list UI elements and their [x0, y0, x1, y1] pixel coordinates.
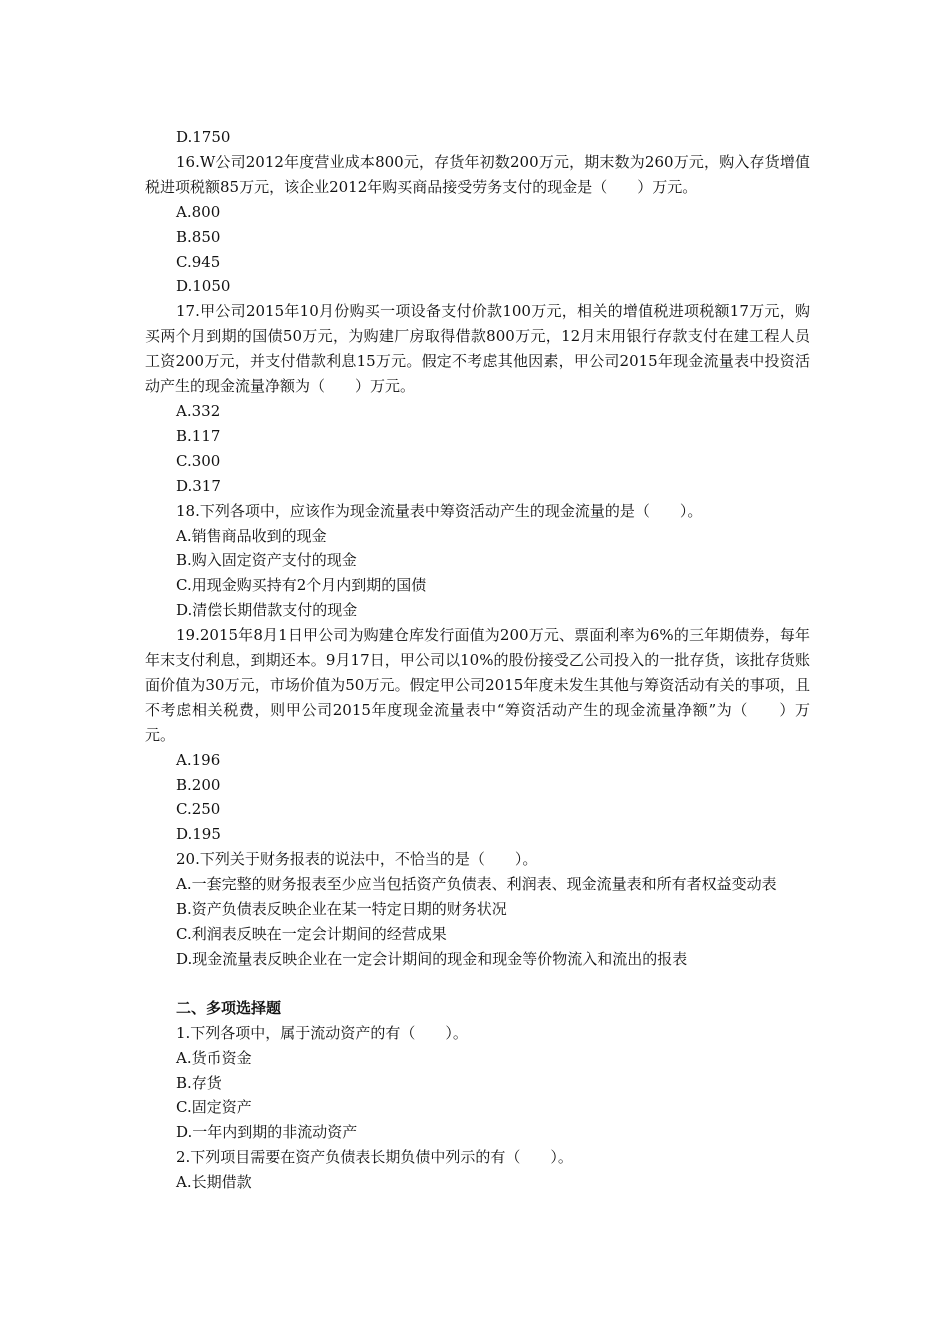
q17-option-d: D.317: [176, 476, 221, 495]
q18-option-d: D.清偿长期借款支付的现金: [176, 601, 358, 620]
s2-q1-option-b: B.存货: [176, 1073, 222, 1092]
q18-option-b: B.购入固定资产支付的现金: [176, 551, 357, 570]
q15-option-d: D.1750: [176, 128, 231, 146]
section-spacer: [145, 972, 810, 996]
q19-option-d: D.195: [176, 825, 221, 844]
q20-option-c: C.利润表反映在一定会计期间的经营成果: [176, 925, 447, 943]
s2-q2-option-a: A.长期借款: [176, 1173, 252, 1192]
q20-option-d: D.现金流量表反映企业在一定会计期间的现金和现金等价物流入和流出的报表: [176, 949, 688, 968]
q17-option-a: A.332: [176, 401, 221, 420]
document-page: [145, 125, 810, 1195]
q18-option-c: C.用现金购买持有2个月内到期的国债: [176, 576, 427, 595]
q19-stem: 19.2015年8月1日甲公司为购建仓库发行面值为200万元、票面利率为6%的三年期债券，每年年末支付利息，到期还本。9月17日，甲公司以10%的股份接受乙公司投入的一批存货，该批存货账面价值为30万元，市场价值为50万元。假定甲公司2015年度未发生其他与筹资活动有关的事项，且不考虑相关税费，则甲公司2015年度现金流量表中“筹资活动产生的现金流量净额”为（ ）万元。: [145, 626, 810, 744]
s2-q1-option-c: C.固定资产: [176, 1098, 252, 1117]
q16-option-d: D.1050: [176, 277, 231, 296]
s2-q1-option-d: D.一年内到期的非流动资产: [176, 1123, 358, 1142]
q16-option-b: B.850: [176, 227, 221, 246]
q18-stem: 18.下列各项中，应该作为现金流量表中筹资活动产生的现金流量的是（ ）。: [176, 501, 703, 520]
q17-option-c: C.300: [176, 451, 221, 470]
q16-option-a: A.800: [176, 202, 221, 221]
q18-option-a: A.销售商品收到的现金: [176, 526, 327, 545]
s2-q2-stem: 2.下列项目需要在资产负债表长期负债中列示的有（ ）。: [176, 1148, 573, 1167]
section-title: 二、多项选择题: [176, 998, 282, 1017]
s2-q1-stem: 1.下列各项中，属于流动资产的有（ ）。: [176, 1023, 468, 1042]
q16-option-c: C.945: [176, 252, 221, 271]
q20-option-b: B.资产负债表反映企业在某一特定日期的财务状况: [176, 900, 507, 919]
q17-stem: 17.甲公司2015年10月份购买一项设备支付价款100万元，相关的增值税进项税额17万元，购买两个月到期的国债50万元，为购建厂房取得借款800万元，12月末用银行存款支付在建工程人员工资200万元，并支付借款利息15万元。假定不考虑其他因素，甲公司2015年现金流量表中投资活动产生的现金流量净额为（ ）万元。: [145, 302, 810, 396]
q19-option-c: C.250: [176, 800, 221, 819]
s2-q1-option-a: A.货币资金: [176, 1048, 252, 1067]
q20-stem: 20.下列关于财务报表的说法中，不恰当的是（ ）。: [176, 850, 538, 869]
q19-option-a: A.196: [176, 750, 221, 769]
q20-option-a: A.一套完整的财务报表至少应当包括资产负债表、利润表、现金流量表和所有者权益变动表: [176, 875, 777, 894]
q16-stem: 16.W公司2012年度营业成本800元，存货年初数200万元，期末数为260万元，购入存货增值税进项税额85万元，该企业2012年购买商品接受劳务支付的现金是（ ）万元。: [145, 152, 810, 196]
q19-option-b: B.200: [176, 775, 221, 794]
q17-option-b: B.117: [176, 426, 221, 445]
